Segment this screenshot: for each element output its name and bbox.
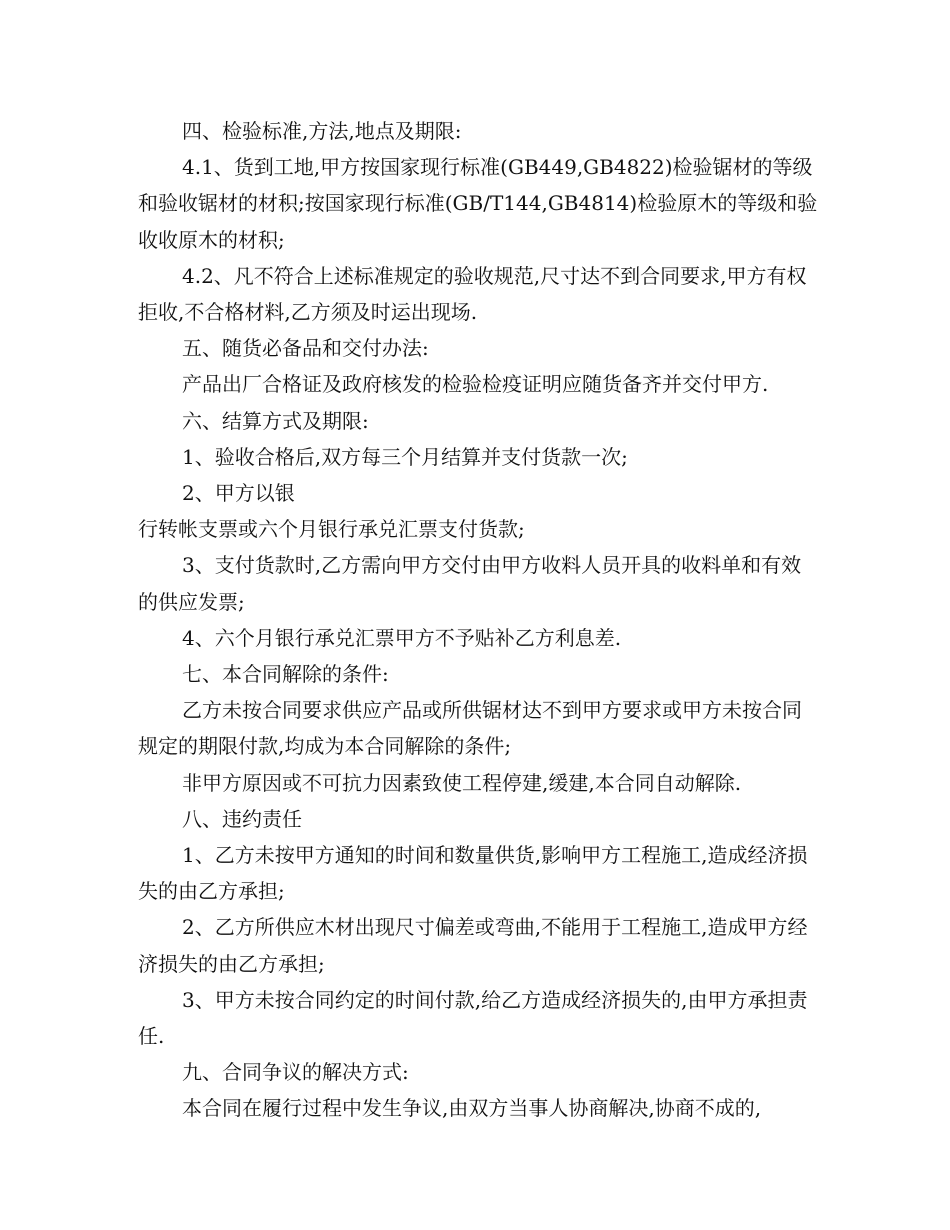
liability-item-3: 3、甲方未按合同约定的时间付款,给乙方造成经济损失的,由甲方承担责任. (138, 987, 808, 1049)
section-heading-delivery: 五、随货必备品和交付办法: (182, 336, 429, 361)
document-body (138, 113, 818, 1127)
section-heading-settlement: 六、结算方式及期限: (182, 408, 369, 433)
settlement-item-4: 4、六个月银行承兑汇票甲方不予贴补乙方利息差. (182, 625, 622, 650)
termination-paragraph-1: 乙方未按合同要求供应产品或所供锯材达不到甲方要求或甲方未按合同规定的期限付款,均成为本合同解除的条件; (138, 698, 802, 759)
clause-4-2: 4.2、凡不符合上述标准规定的验收规范,尺寸达不到合同要求,甲方有权拒收,不合格材料,乙方须及时运出现场. (138, 263, 807, 325)
section-heading-liability: 八、违约责任 (182, 806, 302, 831)
settlement-item-3: 3、支付货款时,乙方需向甲方交付由甲方收料人员开具的收料单和有效的供应发票; (138, 553, 802, 614)
liability-item-2: 2、乙方所供应木材出现尺寸偏差或弯曲,不能用于工程施工,造成甲方经济损失的由乙方承担; (138, 915, 808, 976)
clause-4-1: 4.1、货到工地,甲方按国家现行标准(GB449,GB4822)检验锯材的等级和验收锯材的材积;按国家现行标准(GB/T144,GB4814)检验原木的等级和验收收原木的材积; (138, 155, 818, 252)
settlement-item-2: 2、甲方以银 (182, 481, 295, 506)
delivery-paragraph: 产品出厂合格证及政府核发的检验检疫证明应随货备齐并交付甲方. (182, 372, 769, 397)
liability-item-1: 1、乙方未按甲方通知的时间和数量供货,影响甲方工程施工,造成经济损失的由乙方承担; (138, 843, 808, 904)
termination-paragraph-2: 非甲方原因或不可抗力因素致使工程停建,缓建,本合同自动解除. (182, 770, 742, 795)
section-heading-dispute: 九、合同争议的解决方式: (182, 1060, 409, 1085)
section-heading-termination: 七、本合同解除的条件: (182, 662, 389, 687)
settlement-item-2-continued: 行转帐支票或六个月银行承兑汇票支付货款; (138, 517, 525, 542)
settlement-item-1: 1、验收合格后,双方每三个月结算并支付货款一次; (182, 444, 628, 469)
section-heading-inspection: 四、检验标准,方法,地点及期限: (182, 119, 462, 143)
dispute-paragraph: 本合同在履行过程中发生争议,由双方当事人协商解决,协商不成的, (182, 1096, 762, 1121)
